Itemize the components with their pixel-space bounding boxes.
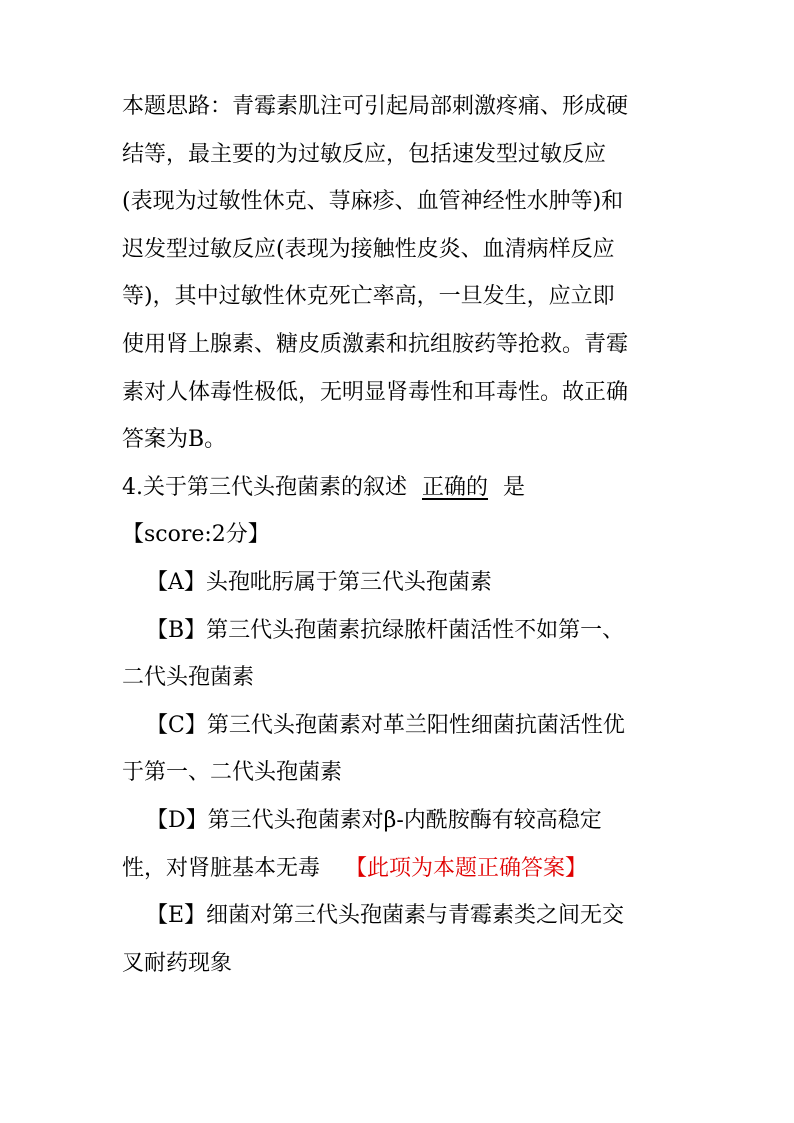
option-d-continuation-text: 性，对肾脏基本无毒 xyxy=(122,855,321,881)
option-d-continuation xyxy=(122,857,682,880)
option-c[interactable]: 【C】第三代头孢菌素对革兰阳性细菌抗菌活性优 xyxy=(146,712,625,738)
question-emphasis: 正确的 xyxy=(422,474,489,500)
question-suffix: 是 xyxy=(503,474,526,500)
explanation-line-8: 答案为B。 xyxy=(122,427,227,453)
option-b[interactable]: 【B】第三代头孢菌素抗绿脓杆菌活性不如第一、 xyxy=(146,617,625,643)
option-e[interactable]: 【E】细菌对第三代头孢菌素与青霉素类之间无交 xyxy=(146,903,625,929)
question-stem xyxy=(122,476,682,499)
question-prefix: 4.关于第三代头孢菌素的叙述 xyxy=(122,474,407,500)
explanation-line-2: 结等，最主要的为过敏反应，包括速发型过敏反应 xyxy=(122,141,607,167)
option-c-continuation: 于第一、二代头孢菌素 xyxy=(122,760,343,786)
explanation-line-6: 使用肾上腺素、糖皮质激素和抗组胺药等抢救。青霉 xyxy=(122,331,629,357)
explanation-line-7: 素对人体毒性极低，无明显肾毒性和耳毒性。故正确 xyxy=(122,379,629,405)
option-b-continuation: 二代头孢菌素 xyxy=(122,665,255,691)
question-score: 【score:2分】 xyxy=(122,522,270,548)
explanation-line-5: 等)，其中过敏性休克死亡率高，一旦发生，应立即 xyxy=(122,284,615,310)
option-e-continuation: 叉耐药现象 xyxy=(122,950,233,976)
document-page xyxy=(122,95,682,999)
explanation-line-1: 本题思路：青霉素肌注可引起局部刺激疼痛、形成硬 xyxy=(122,94,629,119)
option-d[interactable]: 【D】第三代头孢菌素对β-内酰胺酶有较高稳定 xyxy=(146,807,602,833)
option-a[interactable]: 【A】头孢吡肟属于第三代头孢菌素 xyxy=(146,569,492,595)
correct-answer-mark: 【此项为本题正确答案】 xyxy=(345,855,588,881)
explanation-line-4: 迟发型过敏反应(表现为接触性皮炎、血清病样反应 xyxy=(122,236,615,262)
explanation-line-3: (表现为过敏性休克、荨麻疹、血管神经性水肿等)和 xyxy=(122,189,624,215)
